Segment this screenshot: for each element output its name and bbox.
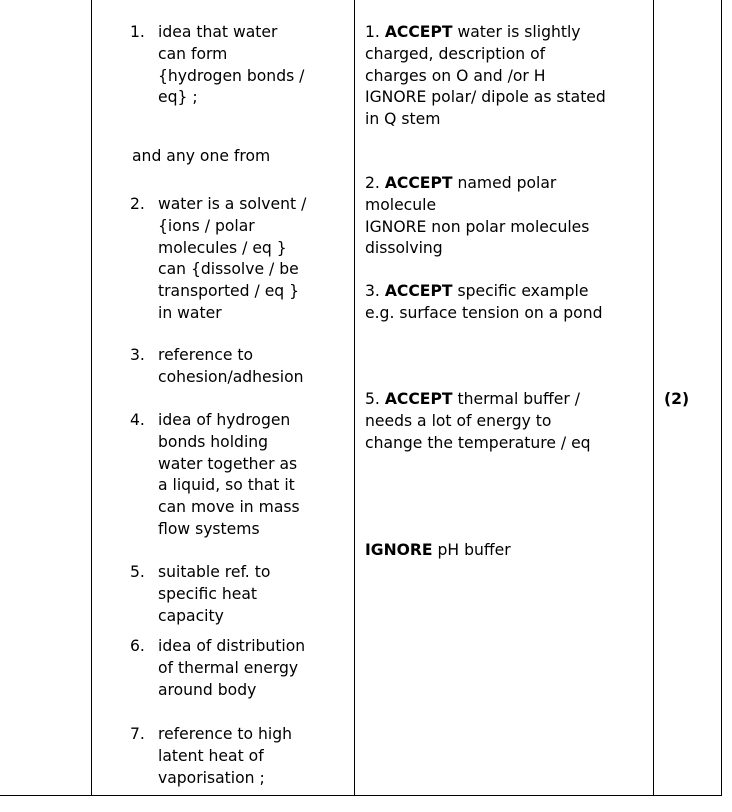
column-divider (354, 0, 355, 796)
item-text: suitable ref. to specific heat capacity (158, 563, 271, 625)
item-text: idea of hydrogen bonds holding water together as a liquid, so that it can move in mass flow systems (158, 411, 300, 538)
item-number: 3. (130, 346, 145, 364)
guidance-note (365, 173, 655, 260)
marks-value: (2) (664, 390, 690, 408)
guidance-note (365, 22, 655, 131)
note-text: named polar molecule IGNORE non polar molecules dissolving (365, 174, 590, 258)
note-keyword: ACCEPT (384, 23, 453, 41)
note-prefix: 5. (365, 390, 385, 408)
item-number: 1. (130, 23, 145, 41)
note-keyword: ACCEPT (384, 390, 453, 408)
table-bottom-border (0, 795, 722, 796)
item-text: idea that water can form {hydrogen bonds / eq} ; (158, 23, 305, 107)
item-number: 5. (130, 563, 145, 581)
item-text: reference to cohesion/adhesion (158, 346, 304, 386)
item-text: water is a solvent / {ions / polar molecules / eq } can {dissolve / be transported / eq } in water (158, 195, 307, 322)
and-any-one-from-label: and any one from (132, 147, 271, 165)
item-number: 4. (130, 411, 145, 429)
column-divider (91, 0, 92, 796)
item-number: 2. (130, 195, 145, 213)
guidance-note (365, 281, 655, 325)
item-text: reference to high latent heat of vaporisation ; (158, 725, 293, 787)
note-text: thermal buffer / needs a lot of energy to change the temperature / eq (365, 390, 591, 452)
guidance-note (365, 540, 655, 562)
note-text: pH buffer (432, 541, 511, 559)
note-prefix: 1. (365, 23, 385, 41)
note-prefix: 2. (365, 174, 385, 192)
note-keyword: IGNORE (365, 541, 433, 559)
guidance-note (365, 389, 655, 454)
note-prefix: 3. (365, 282, 385, 300)
note-text: water is slightly charged, description of charges on O and /or H IGNORE polar/ dipole as stated in Q stem (365, 23, 606, 129)
item-number: 7. (130, 725, 145, 743)
note-keyword: ACCEPT (384, 174, 453, 192)
item-text: idea of distribution of thermal energy around body (158, 637, 306, 699)
item-number: 6. (130, 637, 145, 655)
column-divider (721, 0, 722, 796)
note-keyword: ACCEPT (384, 282, 453, 300)
note-text: specific example e.g. surface tension on a pond (365, 282, 603, 322)
